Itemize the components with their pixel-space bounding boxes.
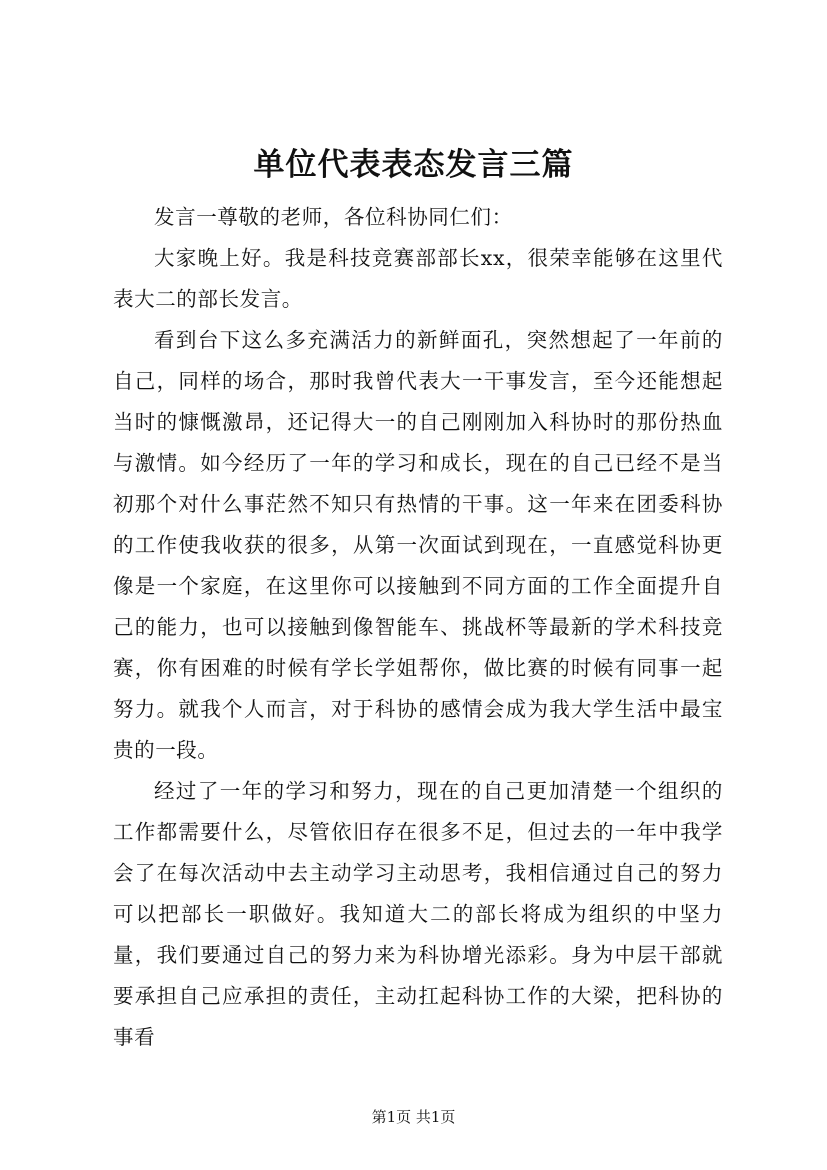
page-number-footer: 第1页 共1页 (371, 1108, 456, 1126)
document-title: 单位代表表态发言三篇 (253, 147, 574, 183)
paragraph-reflection: 看到台下这么多充满活力的新鲜面孔，突然想起了一年前的自己，同样的场合，那时我曾代表大一干事发言，至今还能想起当时的慷慨激昂，还记得大一的自己刚刚加入科协时的那份热血与激情。如今经历了一年的学习和成长，现在的自己已经不是当初那个对什么事茫然不知只有热情的干事。这一年来在团委科协的工作使我收获的很多，从第一次面试到现在，一直感觉科协更像是一个家庭，在这里你可以接触到不同方面的工作全面提升自己的能力，也可以接触到像智能车、挑战杯等最新的学术科技竞赛，你有困难的时候有学长学姐帮你，做比赛的时候有同事一起努力。就我个人而言，对于科协的感情会成为我大学生活中最宝贵的一段。 (113, 328, 723, 762)
document-body (113, 197, 723, 1058)
paragraph-commitment: 经过了一年的学习和努力，现在的自己更加清楚一个组织的工作都需要什么，尽管依旧存在很多不足，但过去的一年中我学会了在每次活动中去主动学习主动思考，我相信通过自己的努力可以把部长一职做好。我知道大二的部长将成为组织的中坚力量，我们要通过自己的努力来为科协增光添彩。身为中层干部就要承担自己应承担的责任，主动扛起科协工作的大梁，把科协的事看 (113, 779, 723, 1049)
paragraph-greeting: 大家晚上好。我是科技竞赛部部长xx，很荣幸能够在这里代表大二的部长发言。 (113, 246, 723, 311)
paragraph-salutation: 发言一尊敬的老师，各位科协同仁们： (154, 205, 513, 229)
